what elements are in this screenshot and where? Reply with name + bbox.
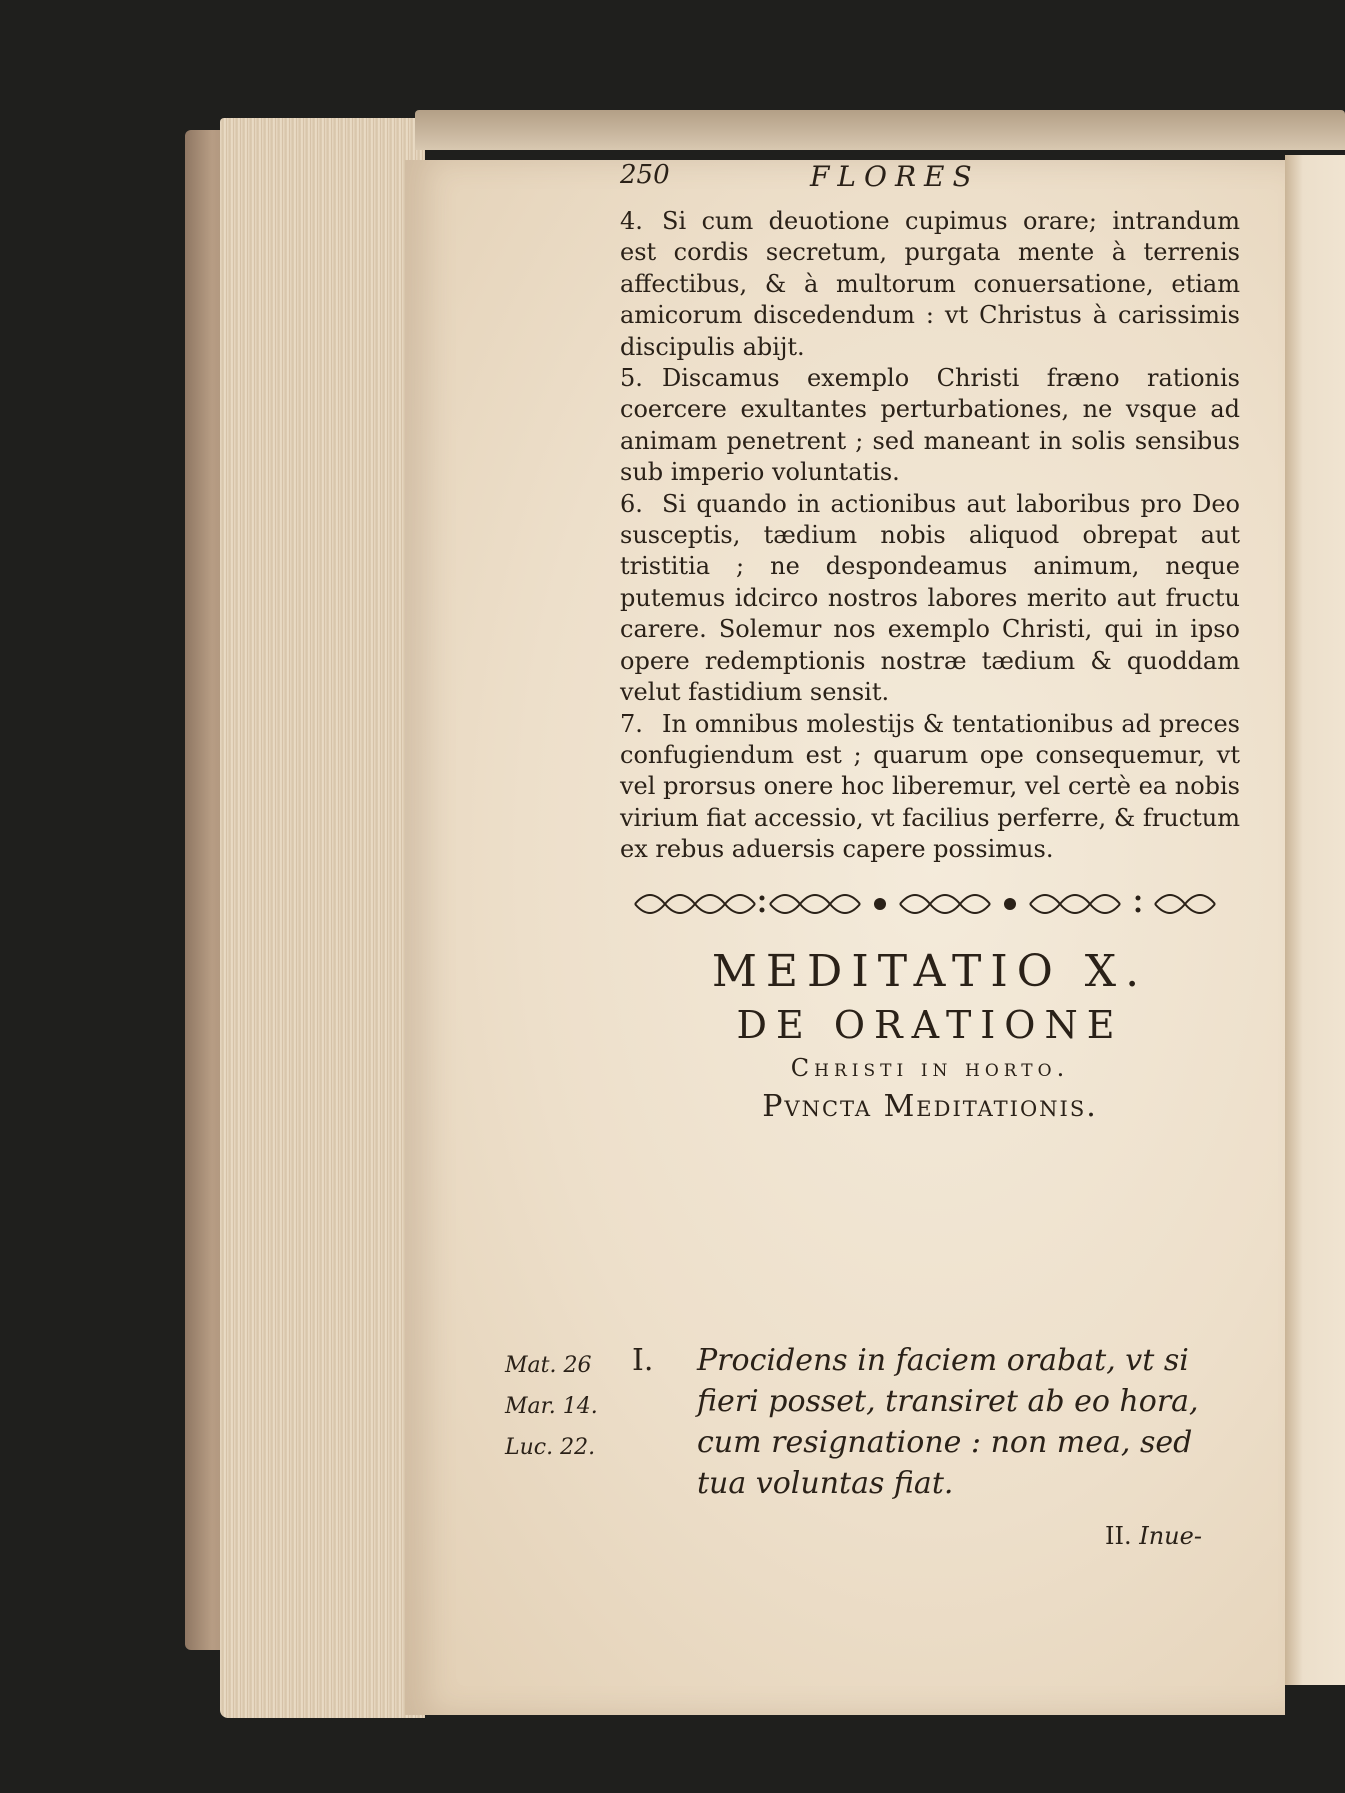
point-number: 5.	[620, 364, 643, 393]
margin-ref: Mat. 26	[505, 1353, 592, 1378]
point-4	[620, 206, 1240, 363]
point-6	[620, 489, 1240, 709]
point-text: Si quando in actionibus aut laboribus pro Deo susceptis, tædium nobis aliquod obrepat aut tristitia ; ne despondeamus animum, neque putemus idcirco nostros labores merito aut fructu carere. Solemur nos exemplo Christi, qui in ipso opere redemptionis nostræ tædium & quoddam velut fastidium sensit.	[620, 489, 1240, 707]
puncta-heading: Pvncta Meditationis.	[762, 1088, 1098, 1124]
margin-ref: Luc. 22.	[505, 1435, 596, 1460]
meditation-subtitle: DE ORATIONE	[736, 1002, 1124, 1047]
punctum-text: Procidens in faciem orabat, vt si fieri posset, transiret ab eo hora, cum resignatione : non mea, sed tua voluntas fiat.	[697, 1343, 1199, 1501]
facing-page-edge	[1285, 155, 1345, 1685]
point-number: 6.	[620, 489, 643, 518]
margin-ref: Mar. 14.	[505, 1394, 598, 1419]
punctum-number: I.	[632, 1343, 654, 1378]
meditation-title: MEDITATIO X.	[711, 945, 1149, 997]
page-number: 250	[620, 160, 670, 190]
point-text: In omnibus molestijs & tentationibus ad preces confugiendum est ; quarum ope consequemur, vt vel prorsus onere hoc liberemur, vel certè ea nobis virium fiat accessio, vt facilius perferre, & fructum ex rebus aduersis capere possimus.	[620, 709, 1240, 864]
catchword-number: II.	[1105, 1522, 1132, 1550]
ornamental-band	[630, 884, 1220, 924]
running-title: FLORES	[810, 160, 980, 193]
point-text: Discamus exemplo Christi fræno rationis coercere exultantes perturbationes, ne vsque ad animam penetrent ; sed maneant in solis sensibus sub imperio voluntatis.	[620, 364, 1240, 487]
page-edges	[220, 118, 425, 1718]
catchword	[1105, 1522, 1202, 1550]
marginal-references	[505, 1345, 635, 1468]
punctum-one	[632, 1340, 1232, 1504]
point-5	[620, 363, 1240, 489]
point-text: Si cum deuotione cupimus orare; intrandum est cordis secretum, purgata mente à terrenis affectibus, & à multorum conuersatione, etiam amicorum discedendum : vt Christus à carissimis discipulis abijt.	[620, 207, 1240, 361]
ornament-icon	[630, 884, 1220, 924]
running-head	[620, 160, 1240, 200]
points-list	[620, 206, 1240, 866]
point-7	[620, 709, 1240, 866]
point-number: 7.	[620, 709, 643, 738]
page-content	[620, 160, 1240, 1128]
meditation-subtitle-2: Christi in horto.	[790, 1053, 1070, 1082]
catchword-text: Inue-	[1139, 1522, 1202, 1550]
page-top-edge	[415, 110, 1345, 150]
point-number: 4.	[620, 207, 643, 235]
